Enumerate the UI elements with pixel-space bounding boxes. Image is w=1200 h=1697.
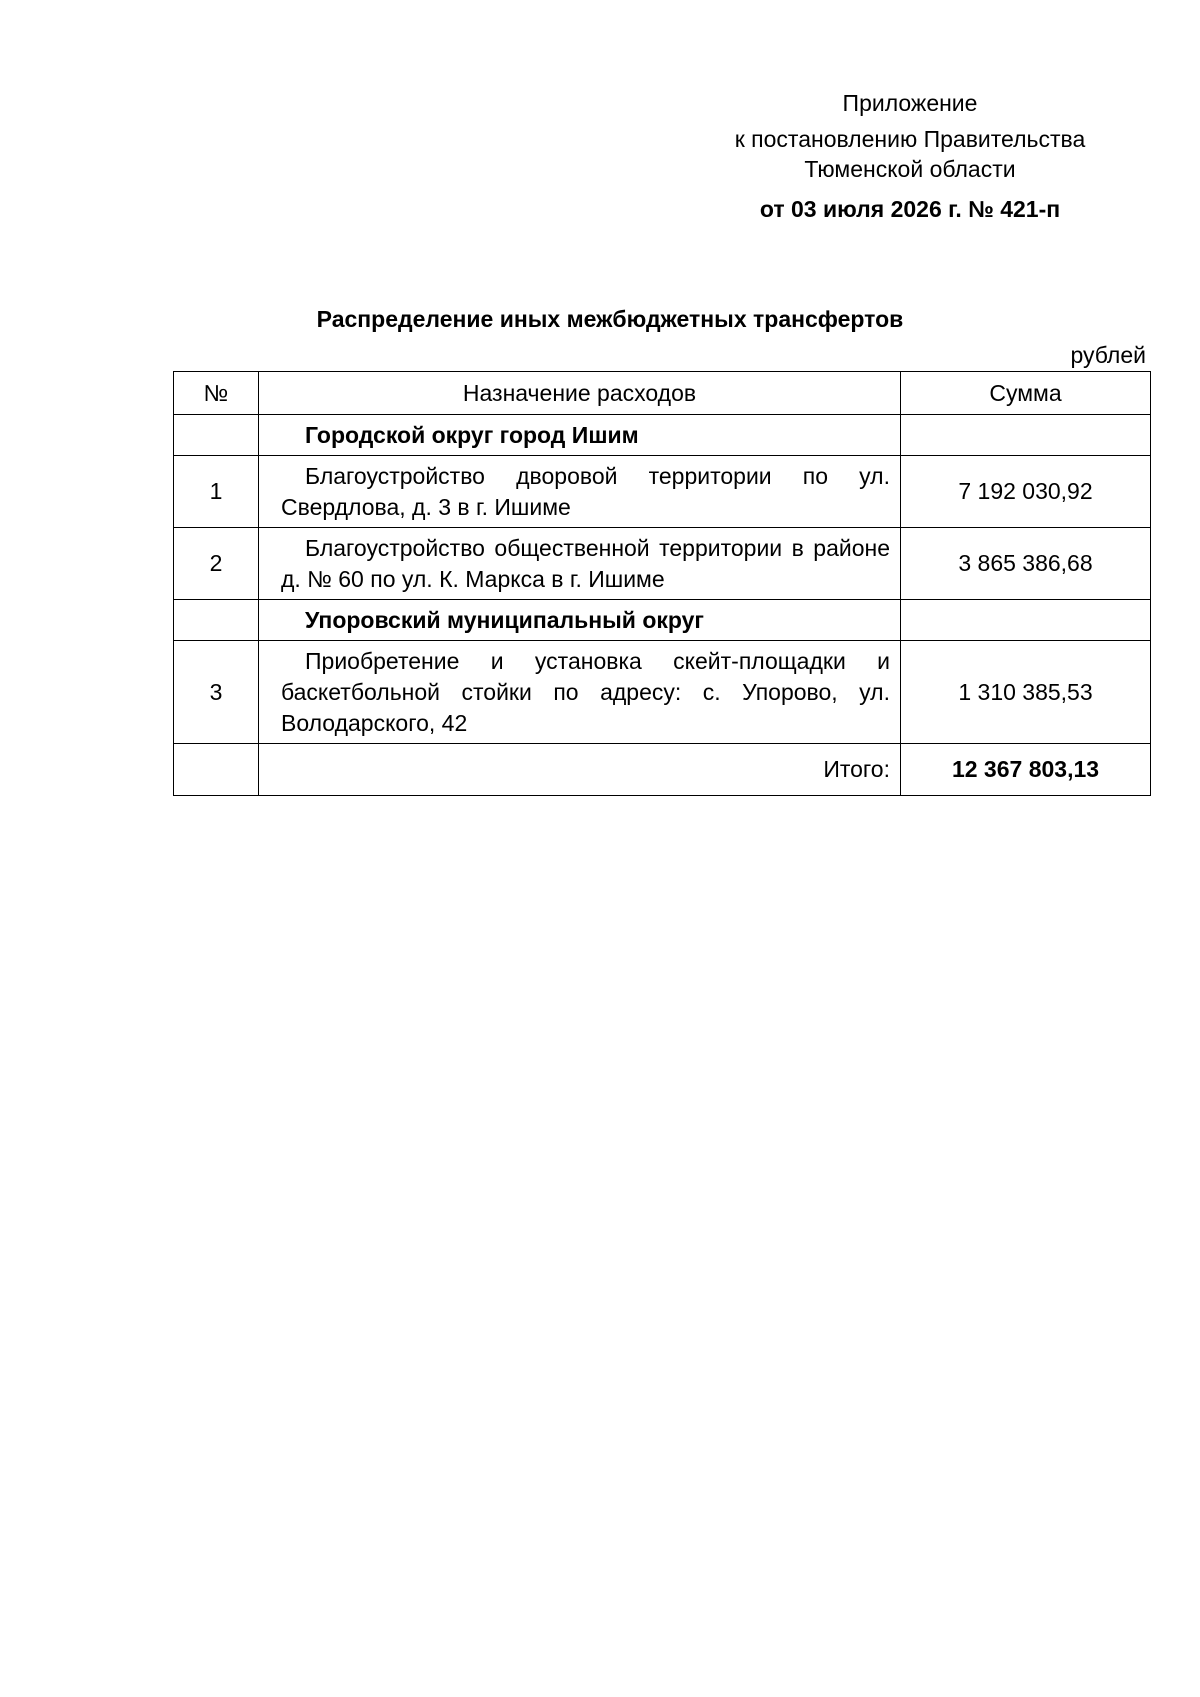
group-row-ishim	[174, 415, 1151, 456]
row-num: 3	[174, 641, 259, 744]
total-num-cell	[174, 744, 259, 796]
table-row	[174, 456, 1151, 528]
row-sum: 1 310 385,53	[901, 641, 1151, 744]
header-sum: Сумма	[901, 372, 1151, 415]
appendix-date-number: от 03 июля 2026 г. № 421-п	[759, 196, 1061, 222]
row-purpose: Благоустройство дворовой территории по ул. Свердлова, д. 3 в г. Ишиме	[259, 456, 901, 528]
table-row	[174, 528, 1151, 600]
document-title: Распределение иных межбюджетных трансфертов	[316, 306, 904, 332]
group-sum-cell	[901, 600, 1151, 641]
row-num: 1	[174, 456, 259, 528]
total-sum: 12 367 803,13	[901, 744, 1151, 796]
group-name: Городской округ город Ишим	[259, 415, 901, 456]
row-purpose: Приобретение и установка скейт-площадки и баскетбольной стойки по адресу: с. Упорово, ул. Володарского, 42	[259, 641, 901, 744]
group-name: Упоровский муниципальный округ	[259, 600, 901, 641]
group-sum-cell	[901, 415, 1151, 456]
total-row	[174, 744, 1151, 796]
row-purpose: Благоустройство общественной территории в районе д. № 60 по ул. К. Маркса в г. Ишиме	[259, 528, 901, 600]
currency-unit: рублей	[1070, 342, 1146, 368]
group-num-cell	[174, 600, 259, 641]
appendix-region: Тюменской области	[804, 156, 1016, 182]
group-row-uporovo	[174, 600, 1151, 641]
transfers-table	[173, 371, 1151, 796]
row-num: 2	[174, 528, 259, 600]
table-header-row	[174, 372, 1151, 415]
appendix-label: Приложение	[842, 90, 978, 116]
total-label: Итого:	[259, 744, 901, 796]
header-num: №	[174, 372, 259, 415]
appendix-header	[680, 88, 1140, 224]
row-sum: 7 192 030,92	[901, 456, 1151, 528]
group-num-cell	[174, 415, 259, 456]
row-sum: 3 865 386,68	[901, 528, 1151, 600]
table-row	[174, 641, 1151, 744]
appendix-reference: к постановлению Правительства	[734, 126, 1086, 152]
header-purpose: Назначение расходов	[259, 372, 901, 415]
